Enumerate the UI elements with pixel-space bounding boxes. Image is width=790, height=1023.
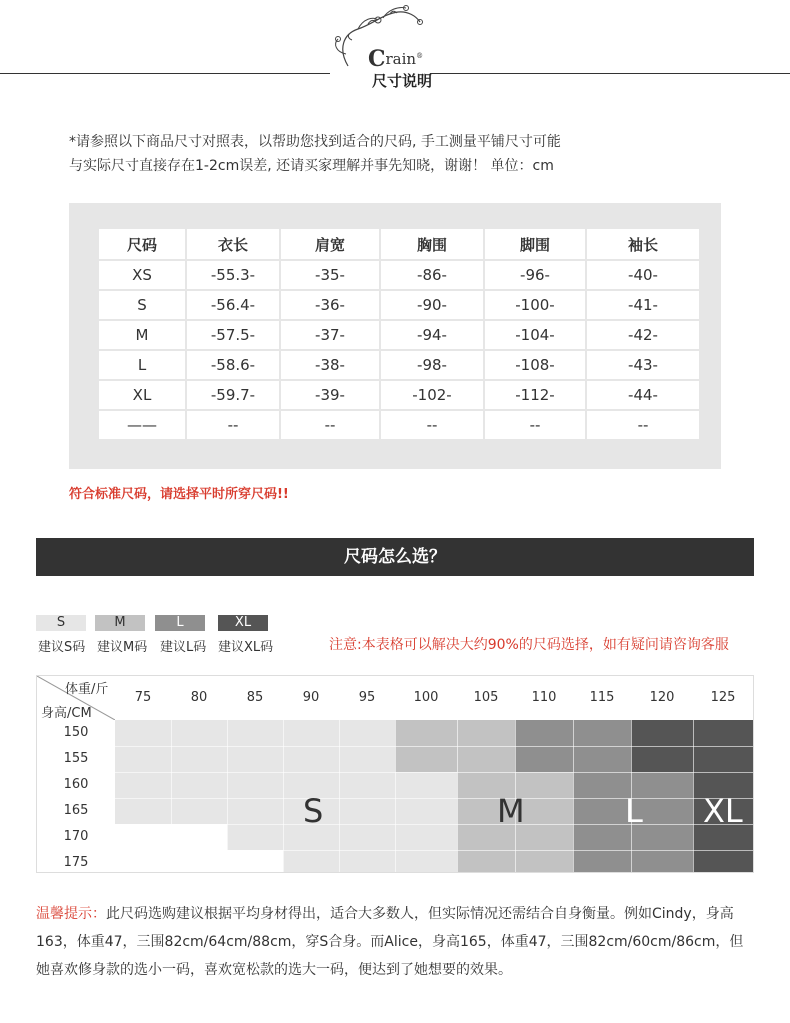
size-table-header-cell: 胸围 bbox=[381, 229, 485, 261]
size-table-cell: -44- bbox=[587, 381, 699, 411]
size-cell bbox=[283, 746, 339, 772]
weight-tick-label: 100 bbox=[413, 690, 439, 705]
size-table-header-cell: 肩宽 bbox=[281, 229, 381, 261]
size-cell bbox=[115, 720, 171, 746]
size-table-cell: -- bbox=[485, 411, 587, 439]
size-cell bbox=[631, 746, 693, 772]
grid-line bbox=[395, 676, 396, 872]
size-cell bbox=[573, 798, 631, 824]
weight-tick-label: 95 bbox=[358, 690, 376, 705]
size-table-cell: -86- bbox=[381, 261, 485, 291]
height-tick-label: 175 bbox=[63, 855, 89, 870]
tips-paragraph bbox=[36, 900, 756, 984]
size-cell bbox=[171, 798, 227, 824]
weight-axis-label: 体重/斤 bbox=[65, 682, 109, 697]
size-table-cell: -41- bbox=[587, 291, 699, 321]
size-cell bbox=[227, 772, 283, 798]
size-cell bbox=[115, 850, 171, 872]
size-table-cell: -108- bbox=[485, 351, 587, 381]
accuracy-notice: 注意:本表格可以解决大约90%的尺码选择，如有疑问请咨询客服 bbox=[329, 637, 729, 653]
size-table-cell: M bbox=[99, 321, 187, 351]
page-title: 尺寸说明 bbox=[371, 72, 432, 90]
header-divider-left bbox=[0, 73, 330, 74]
grid-line bbox=[283, 676, 284, 872]
weight-tick-label: 120 bbox=[649, 690, 675, 705]
size-table-header bbox=[99, 229, 699, 261]
size-cell bbox=[227, 798, 283, 824]
size-recommendation-chart bbox=[36, 675, 754, 873]
size-table-panel bbox=[69, 203, 721, 469]
weight-tick-label: 105 bbox=[473, 690, 499, 705]
legend-label: 建议S码 bbox=[38, 640, 86, 655]
size-table-cell: -40- bbox=[587, 261, 699, 291]
size-table-cell: -56.4- bbox=[187, 291, 281, 321]
grid-line bbox=[37, 798, 753, 799]
size-table-header-cell: 尺码 bbox=[99, 229, 187, 261]
legend-label: 建议XL码 bbox=[218, 640, 274, 655]
size-cell bbox=[171, 824, 227, 850]
size-cell bbox=[171, 720, 227, 746]
size-table-cell: -- bbox=[381, 411, 485, 439]
weight-tick-label: 110 bbox=[531, 690, 557, 705]
size-table-cell: -37- bbox=[281, 321, 381, 351]
size-cell bbox=[115, 772, 171, 798]
size-table-cell: -58.6- bbox=[187, 351, 281, 381]
size-cell bbox=[573, 850, 631, 872]
grid-line bbox=[171, 676, 172, 872]
tips-prefix: 温馨提示： bbox=[36, 906, 106, 922]
size-table-cell: -55.3- bbox=[187, 261, 281, 291]
size-table-cell: L bbox=[99, 351, 187, 381]
size-table-cell: -- bbox=[637, 416, 649, 434]
grid-line bbox=[693, 676, 694, 872]
size-cell bbox=[395, 720, 457, 746]
size-cell bbox=[457, 720, 515, 746]
size-cell bbox=[573, 746, 631, 772]
size-table-row bbox=[99, 411, 699, 439]
weight-tick-label: 90 bbox=[302, 690, 320, 705]
size-cell bbox=[339, 746, 395, 772]
size-cell bbox=[227, 720, 283, 746]
legend-label: 建议M码 bbox=[97, 640, 148, 655]
size-cell bbox=[115, 798, 171, 824]
size-table-cell: -36- bbox=[281, 291, 381, 321]
size-zone-label: S bbox=[303, 792, 324, 830]
size-cell bbox=[457, 746, 515, 772]
size-cell bbox=[573, 720, 631, 746]
legend-swatch: M bbox=[95, 615, 145, 631]
size-table-cell: -35- bbox=[281, 261, 381, 291]
size-cell bbox=[171, 746, 227, 772]
size-cell bbox=[227, 824, 283, 850]
size-table bbox=[99, 229, 699, 439]
size-cell bbox=[339, 824, 395, 850]
size-table-cell: -42- bbox=[587, 321, 699, 351]
size-table-cell: -43- bbox=[587, 351, 699, 381]
size-cell bbox=[395, 824, 457, 850]
size-zone-label: L bbox=[625, 792, 643, 830]
legend-label: 建议L码 bbox=[160, 640, 207, 655]
size-cell bbox=[693, 850, 753, 872]
brand-logo: Crain® bbox=[368, 46, 424, 72]
weight-tick-label: 125 bbox=[710, 690, 736, 705]
size-cell bbox=[227, 850, 283, 872]
size-zone-label: XL bbox=[703, 792, 743, 830]
size-table-row bbox=[99, 291, 699, 321]
size-table-cell: -- bbox=[281, 411, 381, 439]
size-table-header-cell: 衣长 bbox=[187, 229, 281, 261]
size-cell bbox=[339, 850, 395, 872]
size-table-cell: XS bbox=[99, 261, 187, 291]
height-tick-label: 170 bbox=[63, 829, 89, 844]
legend-swatch: S bbox=[36, 615, 86, 631]
height-tick-label: 150 bbox=[63, 725, 89, 740]
tips-text: 此尺码选购建议根据平均身材得出，适合大多数人，但实际情况还需结合自身衡量。例如Cindy，身高163，体重47，三围82cm/64cm/88cm，穿S合身。而Alice，身高165，体重47，三围82cm/60cm/86cm，但她喜欢修身款的选小一码，喜欢宽松款的选大一码，便达到了她想要的效果。 bbox=[36, 906, 744, 978]
weight-tick-label: 75 bbox=[134, 690, 152, 705]
legend-swatch: L bbox=[155, 615, 205, 631]
size-cell bbox=[395, 850, 457, 872]
size-table-cell: -94- bbox=[381, 321, 485, 351]
height-tick-label: 155 bbox=[63, 751, 89, 766]
size-cell bbox=[395, 746, 457, 772]
size-cell bbox=[457, 850, 515, 872]
size-cell bbox=[227, 746, 283, 772]
size-table-cell: -112- bbox=[485, 381, 587, 411]
height-axis-label: 身高/CM bbox=[41, 706, 92, 721]
size-cell bbox=[171, 850, 227, 872]
size-table-row bbox=[99, 261, 699, 291]
size-cell bbox=[283, 850, 339, 872]
grid-line bbox=[227, 676, 228, 872]
size-cell bbox=[283, 720, 339, 746]
size-zone-label: M bbox=[497, 792, 525, 830]
size-cell bbox=[631, 850, 693, 872]
size-cell bbox=[573, 772, 631, 798]
grid-line bbox=[339, 676, 340, 872]
size-table-cell: -104- bbox=[485, 321, 587, 351]
intro-line-1: *请参照以下商品尺寸对照表，以帮助您找到适合的尺码, 手工测量平铺尺寸可能 bbox=[69, 134, 561, 150]
size-table-cell: -98- bbox=[381, 351, 485, 381]
size-cell bbox=[515, 850, 573, 872]
size-table-cell: -- bbox=[187, 411, 281, 439]
weight-tick-label: 115 bbox=[589, 690, 615, 705]
size-table-header-cell: 袖长 bbox=[587, 229, 699, 261]
size-table-cell: —— bbox=[99, 411, 187, 439]
grid-line bbox=[515, 676, 516, 872]
size-table-cell: -38- bbox=[281, 351, 381, 381]
intro-line-2: 与实际尺寸直接存在1-2cm误差, 还请买家理解并事先知晓，谢谢！ 单位：cm bbox=[69, 158, 554, 174]
size-cell bbox=[573, 824, 631, 850]
size-cell bbox=[693, 746, 753, 772]
size-cell bbox=[339, 772, 395, 798]
size-table-cell: -39- bbox=[281, 381, 381, 411]
height-tick-label: 165 bbox=[63, 803, 89, 818]
size-table-cell: -59.7- bbox=[187, 381, 281, 411]
grid-line bbox=[37, 850, 753, 851]
size-cell bbox=[339, 798, 395, 824]
size-table-cell: -100- bbox=[485, 291, 587, 321]
size-cell bbox=[171, 772, 227, 798]
how-to-choose-heading: 尺码怎么选？ bbox=[36, 538, 754, 576]
size-cell bbox=[115, 824, 171, 850]
size-table-row bbox=[99, 351, 699, 381]
size-table-cell: -96- bbox=[485, 261, 587, 291]
size-cell bbox=[631, 720, 693, 746]
size-cell bbox=[395, 798, 457, 824]
size-cell bbox=[515, 720, 573, 746]
grid-line bbox=[37, 772, 753, 773]
weight-tick-label: 85 bbox=[246, 690, 264, 705]
size-cell bbox=[339, 720, 395, 746]
grid-line bbox=[37, 746, 753, 747]
size-cell bbox=[693, 720, 753, 746]
header-divider-right bbox=[430, 73, 790, 74]
grid-line bbox=[37, 824, 753, 825]
size-table-cell: S bbox=[99, 291, 187, 321]
legend-swatch: XL bbox=[218, 615, 268, 631]
size-table-row bbox=[99, 321, 699, 351]
grid-line bbox=[573, 676, 574, 872]
height-tick-label: 160 bbox=[63, 777, 89, 792]
size-cell bbox=[395, 772, 457, 798]
size-cell bbox=[515, 746, 573, 772]
size-table-cell: -102- bbox=[381, 381, 485, 411]
size-cell bbox=[115, 746, 171, 772]
size-table-cell: XL bbox=[99, 381, 187, 411]
size-table-cell: -90- bbox=[381, 291, 485, 321]
weight-tick-label: 80 bbox=[190, 690, 208, 705]
size-table-header-cell: 脚围 bbox=[485, 229, 587, 261]
grid-line bbox=[457, 676, 458, 872]
size-table-row bbox=[99, 381, 699, 411]
grid-line bbox=[631, 676, 632, 872]
size-table-cell: -57.5- bbox=[187, 321, 281, 351]
standard-size-note: 符合标准尺码，请选择平时所穿尺码!! bbox=[69, 487, 289, 502]
